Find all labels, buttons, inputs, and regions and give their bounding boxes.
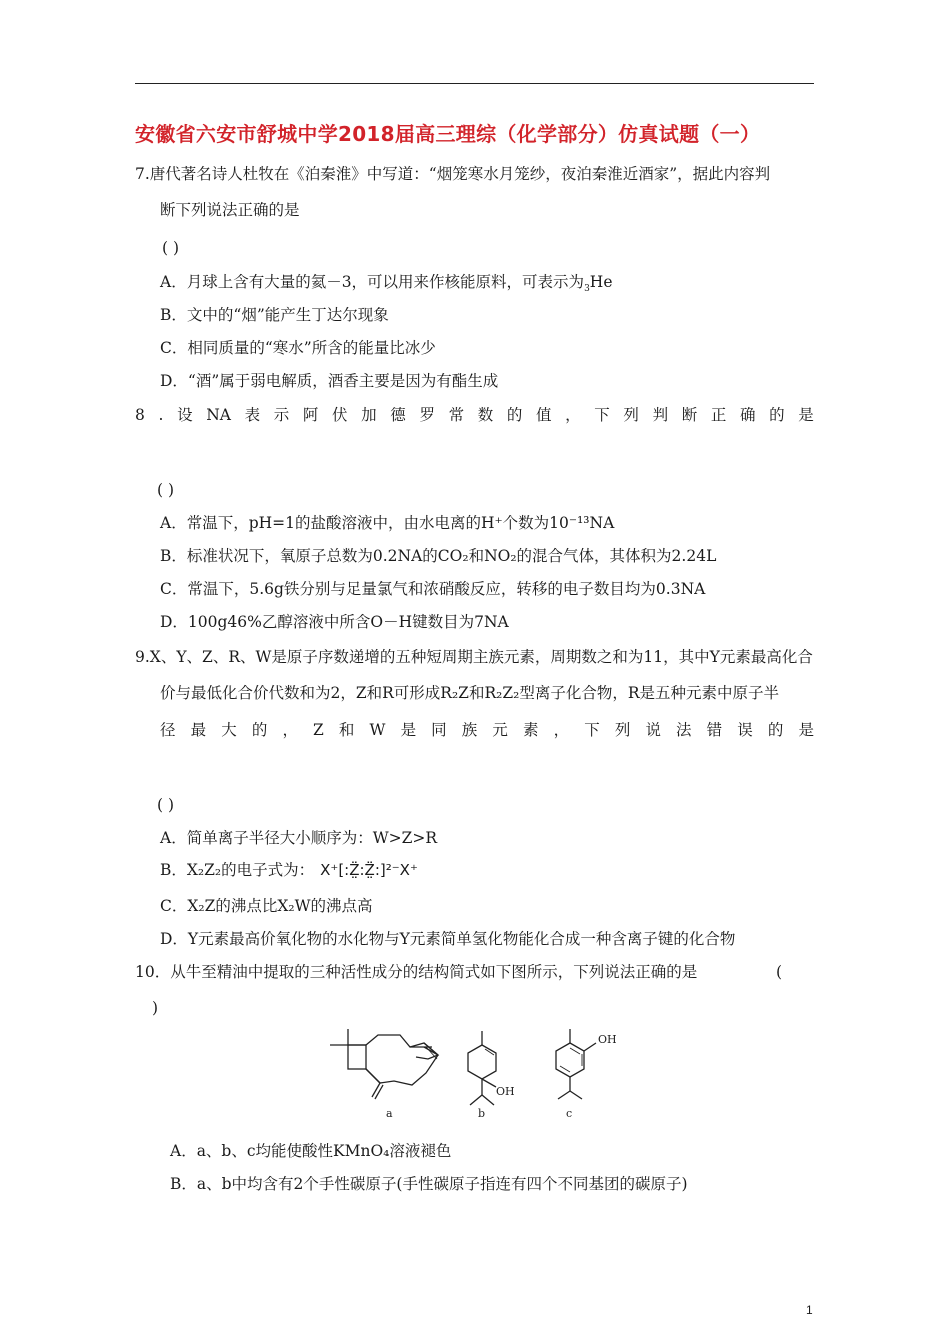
q9-stem-line3-char: 列 [614, 721, 631, 739]
q9-stem-line3-char: 错 [706, 721, 723, 739]
q7-option-a-mass: 3 [584, 284, 590, 295]
q8-stem-char: 示 [273, 406, 290, 424]
q8-option-c: C．常温下，5.6g铁分别与足量氯气和浓硝酸反应，转移的电子数目均为0.3NA [160, 580, 706, 598]
q9-stem-line3-char: 径 [160, 721, 176, 739]
q7-option-a-symbol: He [589, 273, 613, 291]
q10-option-b: B．a、b中均含有2个手性碳原子(手性碳原子指连有四个不同基团的碳原子) [170, 1175, 688, 1193]
q8-stem-char: 断 [681, 406, 698, 424]
q8-stem-char: 判 [652, 406, 669, 424]
q7-option-b: B．文中的“烟”能产生丁达尔现象 [160, 306, 389, 324]
q9-stem-line3-char: Z [313, 721, 324, 739]
q9-stem-line3-char: ， [282, 721, 298, 739]
q9-stem-line3 [160, 720, 814, 740]
q8-stem-char: 罗 [419, 406, 435, 424]
q9-stem-line2: 价与最低化合价代数和为2，Z和R可形成R₂Z和R₂Z₂型离子化合物，R是五种元素中原子半 [160, 684, 779, 702]
q7-option-a-text: A．月球上含有大量的氦－3，可以用来作核能原料，可表示为 [160, 273, 585, 291]
q9-option-b-electron-formula: X⁺[:Z̤̈:Z̤̈:]²⁻X⁺ [320, 861, 418, 879]
q9-stem-line3-char: ， [553, 721, 570, 739]
q9-stem-line3-char: 是 [400, 721, 417, 739]
q9-stem-line3-char: 大 [221, 721, 237, 739]
molecule-c-oh-label: OH [598, 1033, 617, 1046]
molecule-a-structure [330, 1029, 438, 1099]
q9-option-a: A．简单离子半径大小顺序为：W>Z>R [160, 829, 438, 847]
q9-option-b [160, 860, 418, 880]
q10-option-a: A．a、b、c均能使酸性KMnO₄溶液褪色 [170, 1142, 452, 1160]
q8-stem [135, 405, 814, 425]
q8-option-d: D．100g46%乙醇溶液中所含O－H键数目为7NA [160, 613, 509, 631]
q9-answer-blank: ( ) [157, 796, 175, 814]
q9-stem-line3-char: 法 [676, 721, 692, 739]
header-rule [135, 83, 814, 84]
page-number: 1 [806, 1303, 813, 1317]
molecule-b-label: b [478, 1107, 486, 1120]
q9-stem-line3-char: 族 [461, 721, 478, 739]
q9-stem-line3-char: 是 [798, 721, 814, 739]
q7-option-a [160, 272, 613, 299]
q7-answer-blank: ( ) [162, 239, 180, 257]
q9-stem-line3-char: 下 [584, 721, 600, 739]
q9-option-c: C．X₂Z的沸点比X₂W的沸点高 [160, 897, 373, 915]
q8-stem-char: 数 [477, 406, 494, 424]
molecule-b-structure [468, 1031, 496, 1105]
q8-stem-char: NA [206, 406, 231, 424]
q8-stem-char: 常 [448, 406, 465, 424]
q8-stem-char: 的 [769, 406, 785, 424]
q8-stem-char: 设 [177, 406, 193, 424]
q8-stem-char: . [158, 406, 164, 424]
q9-option-d: D．Y元素最高价氧化物的水化物与Y元素简单氢化物能化合成一种含离子键的化合物 [160, 930, 736, 948]
q9-stem-line3-char: 和 [338, 721, 355, 739]
q8-stem-char: 表 [244, 406, 261, 424]
q8-stem-char: 阿 [302, 406, 319, 424]
page-title: 安徽省六安市舒城中学2018届高三理综（化学部分）仿真试题（一） [135, 122, 761, 146]
q10-structures-figure [320, 1025, 630, 1125]
q8-stem-char: 伏 [332, 406, 348, 424]
q8-stem-char: 值 [536, 406, 552, 424]
q7-option-c: C．相同质量的“寒水”所含的能量比冰少 [160, 339, 436, 357]
q8-stem-char: 的 [506, 406, 523, 424]
q8-stem-char: ， [565, 406, 581, 424]
q7-option-d: D．“酒”属于弱电解质，酒香主要是因为有酯生成 [160, 372, 499, 390]
q8-option-b: B．标准状况下，氧原子总数为0.2NA的CO₂和NO₂的混合气体，其体积为2.24L [160, 547, 717, 565]
q8-stem-char: 确 [739, 406, 756, 424]
q8-answer-blank: ( ) [157, 481, 175, 499]
q9-stem-line1: 9.X、Y、Z、R、W是原子序数递增的五种短周期主族元素，周期数之和为11，其中Y元素最高化合 [135, 648, 813, 666]
q8-stem-char: 8 [135, 406, 145, 424]
molecule-a-label: a [386, 1107, 393, 1120]
q9-stem-line3-char: 的 [251, 721, 268, 739]
molecule-c-structure [556, 1029, 596, 1099]
q8-stem-char: 是 [798, 406, 814, 424]
q10-stem: 10．从牛至精油中提取的三种活性成分的结构简式如下图所示，下列说法正确的是 [135, 963, 698, 981]
q9-stem-line3-char: 误 [737, 721, 753, 739]
q9-option-b-text: B．X₂Z₂的电子式为： [160, 861, 315, 879]
molecule-c-label: c [566, 1107, 573, 1120]
molecule-b-oh-label: OH [496, 1085, 515, 1098]
q8-option-a: A．常温下，pH=1的盐酸溶液中，由水电离的H⁺个数为10⁻¹³NA [160, 514, 615, 532]
q9-stem-line3-char: 的 [767, 721, 784, 739]
q10-paren-open: ( [776, 963, 783, 981]
q9-stem-line3-char: 素 [523, 721, 539, 739]
q8-stem-char: 德 [390, 406, 406, 424]
q9-stem-line3-char: 同 [431, 721, 447, 739]
q9-stem-line3-char: 元 [492, 721, 508, 739]
q9-stem-line3-char: 说 [645, 721, 661, 739]
q7-stem-line1: 7.唐代著名诗人杜牧在《泊秦淮》中写道：“烟笼寒水月笼纱，夜泊秦淮近酒家”，据此内容判 [135, 165, 771, 183]
q9-stem-line3-char: 最 [190, 721, 207, 739]
q9-stem-line3-char: W [369, 721, 386, 739]
q8-stem-char: 下 [594, 406, 610, 424]
q7-stem-line2: 断下列说法正确的是 [160, 201, 300, 219]
q8-stem-char: 加 [361, 406, 377, 424]
q8-stem-char: 列 [623, 406, 639, 424]
q8-stem-char: 正 [710, 406, 727, 424]
q10-paren-close: ) [152, 999, 159, 1017]
